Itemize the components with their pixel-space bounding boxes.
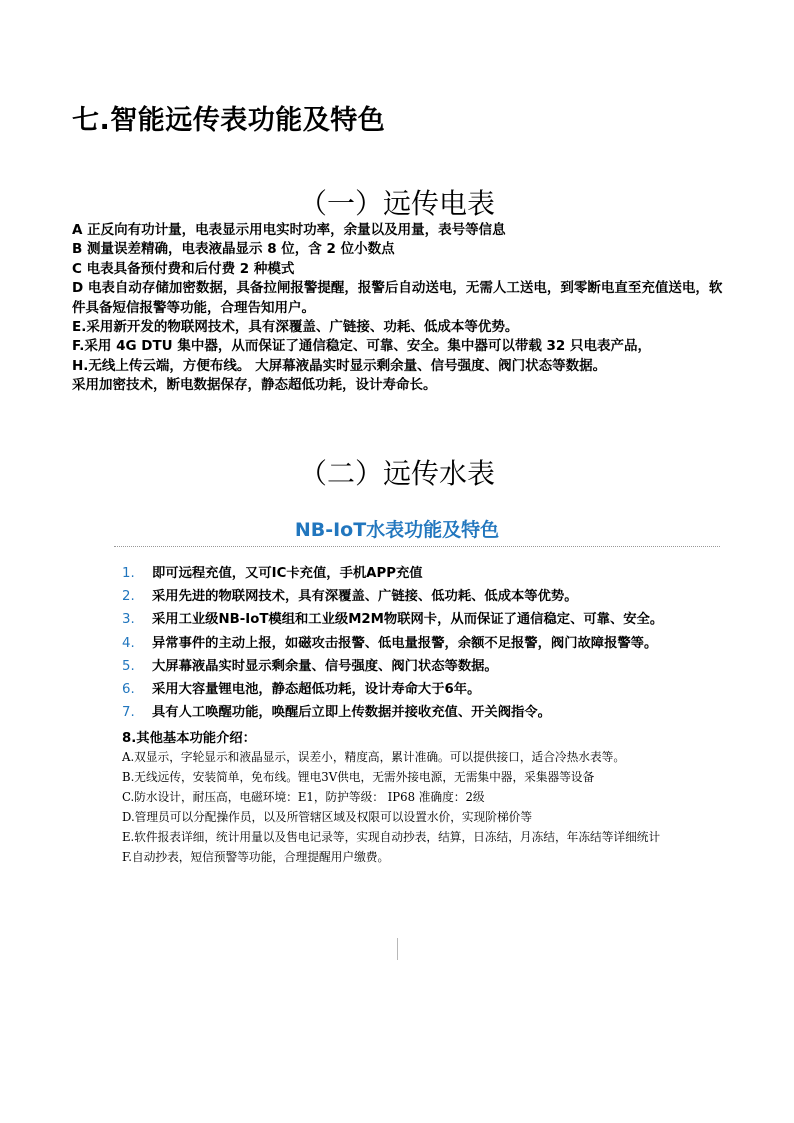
list-number: 5. [122, 658, 135, 674]
basic-function-item: D.管理员可以分配操作员，以及所管辖区域及权限可以设置水价，实现阶梯价等 [122, 810, 533, 824]
list-number: 4. [122, 635, 135, 651]
basic-functions-title: 8.其他基本功能介绍： [122, 731, 256, 746]
page-heading: 七.智能远传表功能及特色 [72, 105, 386, 136]
basic-function-item: E.软件报表详细，统计用量以及售电记录等，实现自动抄表，结算，日冻结，月冻结，年冻结等详细统计 [122, 830, 661, 844]
list-item [122, 657, 722, 680]
basic-function-item: B.无线远传，安装简单，免布线。锂电3V供电，无需外接电源，无需集中器，采集器等设备 [122, 770, 595, 784]
electric-meter-title: （一）远传电表 [298, 187, 495, 220]
list-text: 异常事件的主动上报，如磁攻击报警、低电量报警，余额不足报警，阀门故障报警等。 [152, 635, 658, 651]
list-text: 采用大容量锂电池，静态超低功耗，设计寿命大于6年。 [152, 681, 481, 697]
list-item [122, 703, 722, 726]
basic-function-item: A.双显示，字轮显示和液晶显示，误差小，精度高，累计准确。可以提供接口，适合冷热水表等。 [122, 750, 626, 764]
nb-iot-title: NB-IoT水表功能及特色 [294, 519, 500, 541]
electric-meter-features [72, 221, 732, 396]
list-text: 具有人工唤醒功能，唤醒后立即上传数据并接收充值、开关阀指令。 [152, 705, 551, 721]
electric-feature-line: E.采用新开发的物联网技术，具有深覆盖、广链接、功耗、低成本等优势。 [72, 319, 519, 336]
dotted-divider [114, 546, 720, 547]
electric-feature-line: F.采用 4G DTU 集中器，从而保证了通信稳定、可靠、安全。集中器可以带载 32 只电表产品， [72, 338, 652, 355]
list-number: 1. [122, 566, 135, 581]
water-meter-title: （二）远传水表 [298, 457, 495, 490]
list-text: 即可远程充值，又可IC卡充值，手机APP充值 [152, 566, 423, 581]
list-item [122, 680, 722, 703]
list-number: 7. [122, 705, 135, 721]
list-item [122, 587, 722, 610]
list-item [122, 610, 722, 633]
electric-feature-line: B 测量误差精确，电表液晶显示 8 位，含 2 位小数点 [72, 241, 395, 258]
list-text: 大屏幕液晶实时显示剩余量、信号强度、阀门状态等数据。 [152, 658, 498, 674]
nb-feature-list [122, 564, 722, 726]
list-item [122, 634, 722, 657]
list-number: 3. [122, 612, 135, 628]
list-number: 2. [122, 589, 135, 605]
basic-function-item: F.自动抄表，短信预警等功能，合理提醒用户缴费。 [122, 850, 390, 864]
list-text: 采用先进的物联网技术，具有深覆盖、广链接、低功耗、低成本等优势。 [152, 589, 578, 605]
electric-feature-line: C 电表具备预付费和后付费 2 种模式 [72, 260, 295, 277]
electric-feature-line: A 正反向有功计量，电表显示用电实时功率，余量以及用量，表号等信息 [72, 222, 506, 238]
text-cursor [397, 938, 398, 960]
list-item [122, 564, 722, 587]
basic-functions-list [122, 747, 718, 867]
electric-feature-line: D 电表自动存储加密数据，具备拉闸报警提醒，报警后自动送电，无需人工送电，到零断电直至充值送电，软件具备短信报警等功能，合理告知用户。 [72, 280, 723, 316]
basic-function-item: C.防水设计，耐压高，电磁环境：E1，防护等级： IP68 准确度：2级 [122, 790, 485, 804]
list-number: 6. [122, 681, 135, 697]
electric-feature-line: H.无线上传云端，方便布线。 大屏幕液晶实时显示剩余量、信号强度、阀门状态等数据。 [72, 357, 607, 374]
electric-feature-line: 采用加密技术，断电数据保存，静态超低功耗，设计寿命长。 [72, 377, 437, 394]
list-text: 采用工业级NB-IoT模组和工业级M2M物联网卡，从而保证了通信稳定、可靠、安全。 [152, 612, 664, 628]
